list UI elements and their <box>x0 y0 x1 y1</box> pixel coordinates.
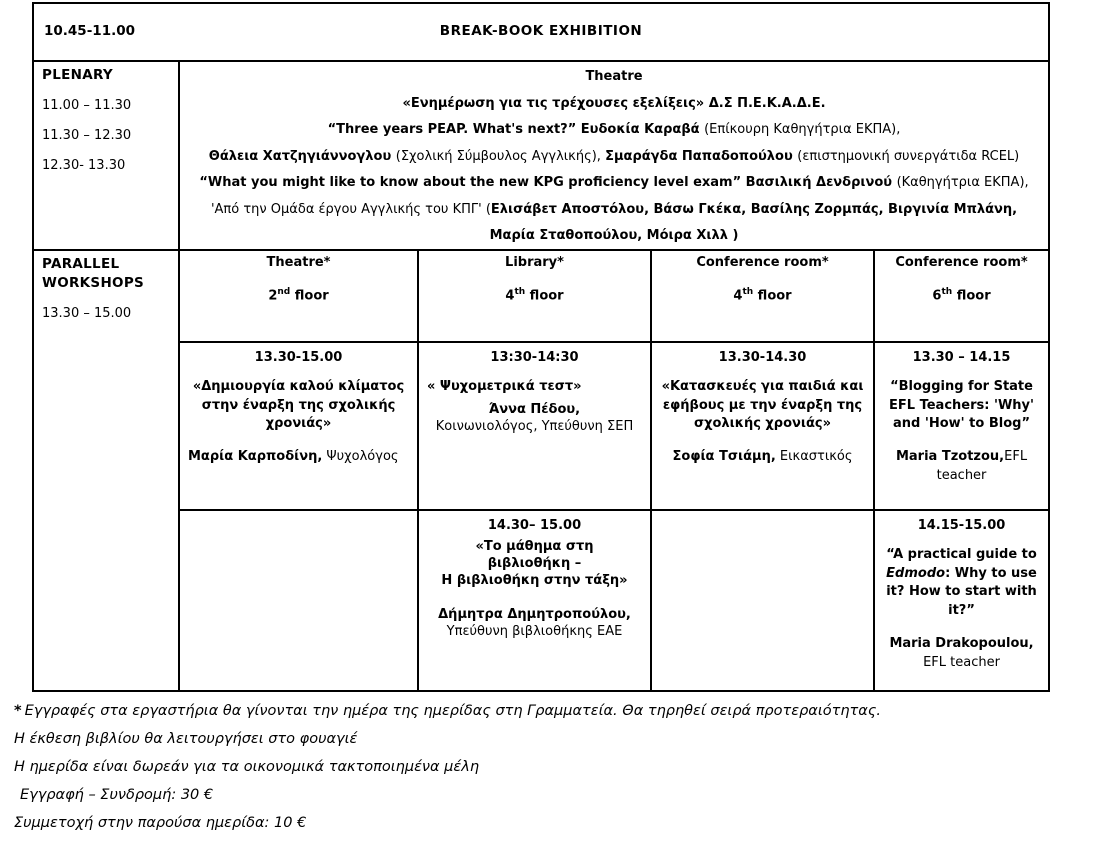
workshop-title-line: «Το μάθημα στη <box>475 538 594 554</box>
workshops-row-1 <box>33 342 1049 510</box>
break-time: 10.45-11.00 <box>44 23 136 40</box>
speaker-role: EFL teacher <box>936 449 1028 484</box>
venue-cell-theatre <box>179 250 418 342</box>
workshop-title: “Blogging for State EFL Teachers: 'Why' and 'How' to Blog” <box>889 378 1034 432</box>
plenary-venue: Theatre <box>585 69 643 84</box>
workshop-title-line: βιβλιοθήκη – <box>487 555 582 571</box>
workshops-venues-row <box>33 250 1049 342</box>
plenary-line-3-speaker1: Θάλεια Χατζηγιάννογλου <box>208 148 396 164</box>
plenary-line-2-talk: “Three years PEAP. What's next?” Ευδοκία Καραβά <box>327 122 705 138</box>
floor-ordinal: th <box>941 286 953 297</box>
floor-ordinal: th <box>742 286 754 297</box>
floor-word: floor <box>525 288 564 304</box>
floor-number: 6 <box>932 288 942 304</box>
plenary-time-3: 12.30- 13.30 <box>42 157 126 173</box>
plenary-line-4 <box>188 174 1040 192</box>
title-pre: “A practical guide to <box>886 546 1037 562</box>
floor-word: floor <box>290 288 329 304</box>
workshop-theatre-empty <box>179 510 418 691</box>
workshop-time: 13.30-15.00 <box>254 349 343 365</box>
title-post: : Why to use it? How to start with it?” <box>886 565 1037 619</box>
floor-ordinal: th <box>514 286 526 297</box>
asterisk: * <box>14 702 22 719</box>
workshop-time: 13.30-14.30 <box>718 349 807 365</box>
workshops-label-line1: PARALLEL <box>42 255 120 272</box>
workshop-speaker-line <box>427 401 642 420</box>
workshop-speaker-line <box>883 635 1040 673</box>
footnote-text: Εγγραφή – Συνδρομή: 30 € <box>20 786 214 803</box>
workshop-time: 14.30– 15.00 <box>487 517 582 533</box>
speaker-name: Μαρία Καρποδίνη, <box>188 449 323 465</box>
workshops-time: 13.30 – 15.00 <box>42 305 132 321</box>
speaker-name: Σοφία Τσιάμη, <box>672 449 776 465</box>
footnote-text: Η ημερίδα είναι δωρεάν για τα οικονομικά τακτοποιημένα μέλη <box>14 758 480 775</box>
workshop-library-1330 <box>418 342 651 510</box>
venue-title-conference-6: Conference room* <box>895 254 1028 270</box>
floor-number: 4 <box>733 288 743 304</box>
plenary-header-cell <box>33 61 179 250</box>
workshops-header-cell <box>33 250 179 691</box>
speaker-role: Κοινωνιολόγος, Υπεύθυνη ΣΕΠ <box>435 419 634 435</box>
workshops-row-2 <box>33 510 1049 691</box>
workshops-label-line2: WORKSHOPS <box>42 274 145 291</box>
workshop-speaker-line <box>188 448 409 467</box>
speaker-name: Maria Drakopoulou, <box>889 636 1034 652</box>
workshop-conference4-empty <box>651 510 874 691</box>
venue-title-library: Library* <box>505 254 564 270</box>
venue-floor-library <box>427 287 642 305</box>
speaker-role: EFL teacher <box>923 654 1000 670</box>
workshop-title: « Ψυχομετρικά τεστ» <box>427 378 582 394</box>
plenary-line-1 <box>188 95 1040 113</box>
venue-title-conference-4: Conference room* <box>696 254 829 270</box>
speaker-name: Maria Tzotzou, <box>895 449 1005 465</box>
workshop-title: «Κατασκευές για παιδιά και εφήβους με την έναρξη της σχολικής χρονιάς» <box>661 378 864 432</box>
venue-floor-conference-4 <box>660 287 865 305</box>
footnote-free-for-members <box>14 757 1110 778</box>
title-edmodo-italic: Edmodo <box>886 565 946 581</box>
footnotes <box>14 701 1110 834</box>
floor-number: 4 <box>505 288 515 304</box>
footnote-text: Η έκθεση βιβλίου θα λειτουργήσει στο φουαγιέ <box>14 730 358 747</box>
floor-word: floor <box>952 288 991 304</box>
plenary-line-3-affiliation1: (Σχολική Σύμβουλος Αγγλικής), <box>395 148 606 164</box>
plenary-line-5-group: 'Από την Ομάδα έργου Αγγλικής του ΚΠΓ' ( <box>210 201 491 217</box>
workshop-time: 13:30-14:30 <box>490 349 579 365</box>
speaker-role: Ψυχολόγος <box>322 449 399 465</box>
footnote-text: Συμμετοχή στην παρούσα ημερίδα: 10 € <box>14 814 307 831</box>
plenary-line-5 <box>188 201 1040 219</box>
venue-floor-theatre <box>188 287 409 305</box>
plenary-line-1-text: «Ενημέρωση για τις τρέχουσες εξελίξεις» Δ.Σ Π.Ε.Κ.Α.Δ.Ε. <box>402 95 826 111</box>
spacer <box>427 589 642 607</box>
workshop-speaker-line <box>883 448 1040 486</box>
workshop-time: 13.30 – 14.15 <box>912 349 1011 365</box>
workshop-title-line: Η βιβλιοθήκη στην τάξη» <box>441 572 628 588</box>
break-cell <box>33 3 1049 61</box>
venue-cell-conference-4 <box>651 250 874 342</box>
footnote-membership-fee <box>14 785 1110 806</box>
workshop-title <box>883 546 1040 621</box>
footnote-text: Εγγραφές στα εργαστήρια θα γίνονται την ημέρα της ημερίδας στη Γραμματεία. Θα τηρηθεί σειρά προτεραιότητας. <box>24 702 881 719</box>
workshop-time: 14.15-15.00 <box>917 517 1006 533</box>
footnote-participation-fee <box>14 813 1110 834</box>
plenary-line-5-names: Ελισάβετ Αποστόλου, Βάσω Γκέκα, Βασίλης Ζορμπάς, Βιργινία Μπλάνη, <box>490 201 1018 217</box>
speaker-name: Άννα Πέδου, <box>488 401 581 417</box>
floor-ordinal: nd <box>277 286 291 297</box>
floor-number: 2 <box>268 288 278 304</box>
plenary-line-3 <box>188 148 1040 166</box>
plenary-time-2: 11.30 – 12.30 <box>42 127 132 143</box>
speaker-role: Εικαστικός <box>775 449 853 465</box>
plenary-line-3-speaker2: Σμαράγδα Παπαδοπούλου <box>605 148 798 164</box>
venue-title-theatre: Theatre* <box>266 254 331 270</box>
schedule-table <box>32 2 1050 692</box>
plenary-line-4-talk: “What you might like to know about the new KPG proficiency level exam” Βασιλική Δενδρινού <box>199 175 897 191</box>
workshop-speaker-line <box>660 448 865 467</box>
break-title: BREAK-BOOK EXHIBITION <box>439 23 643 40</box>
plenary-line-3-affiliation2: (επιστημονική συνεργάτιδα RCEL) <box>797 148 1020 164</box>
plenary-line-4-affiliation: (Καθηγήτρια ΕΚΠΑ), <box>896 175 1029 191</box>
plenary-label: PLENARY <box>42 67 113 83</box>
plenary-time-1: 11.00 – 11.30 <box>42 97 132 113</box>
speaker-name: Δήμητρα Δημητροπούλου, <box>438 607 631 623</box>
footnote-book-exhibition <box>14 729 1110 750</box>
venue-cell-library <box>418 250 651 342</box>
plenary-line-6 <box>188 227 1040 245</box>
workshop-conference6-1330 <box>874 342 1049 510</box>
workshop-title: «Δημιουργία καλού κλίματος στην έναρξη της σχολικής χρονιάς» <box>192 378 405 432</box>
workshop-theatre-1330 <box>179 342 418 510</box>
venue-floor-conference-6 <box>883 287 1040 305</box>
plenary-row <box>33 61 1049 250</box>
speaker-role: Υπεύθυνη βιβλιοθήκης ΕΑΕ <box>446 624 623 640</box>
venue-cell-conference-6 <box>874 250 1049 342</box>
plenary-content-cell <box>179 61 1049 250</box>
break-row <box>33 3 1049 61</box>
floor-word: floor <box>753 288 792 304</box>
plenary-line-2 <box>188 121 1040 139</box>
workshop-conference6-1415 <box>874 510 1049 691</box>
workshop-conference4-1330 <box>651 342 874 510</box>
plenary-line-6-names: Μαρία Σταθοπούλου, Μόιρα Χιλλ ) <box>489 228 739 244</box>
plenary-line-2-affiliation: (Επίκουρη Καθηγήτρια ΕΚΠΑ), <box>704 122 901 138</box>
workshop-library-1430 <box>418 510 651 691</box>
footnote-registration <box>14 701 1110 722</box>
